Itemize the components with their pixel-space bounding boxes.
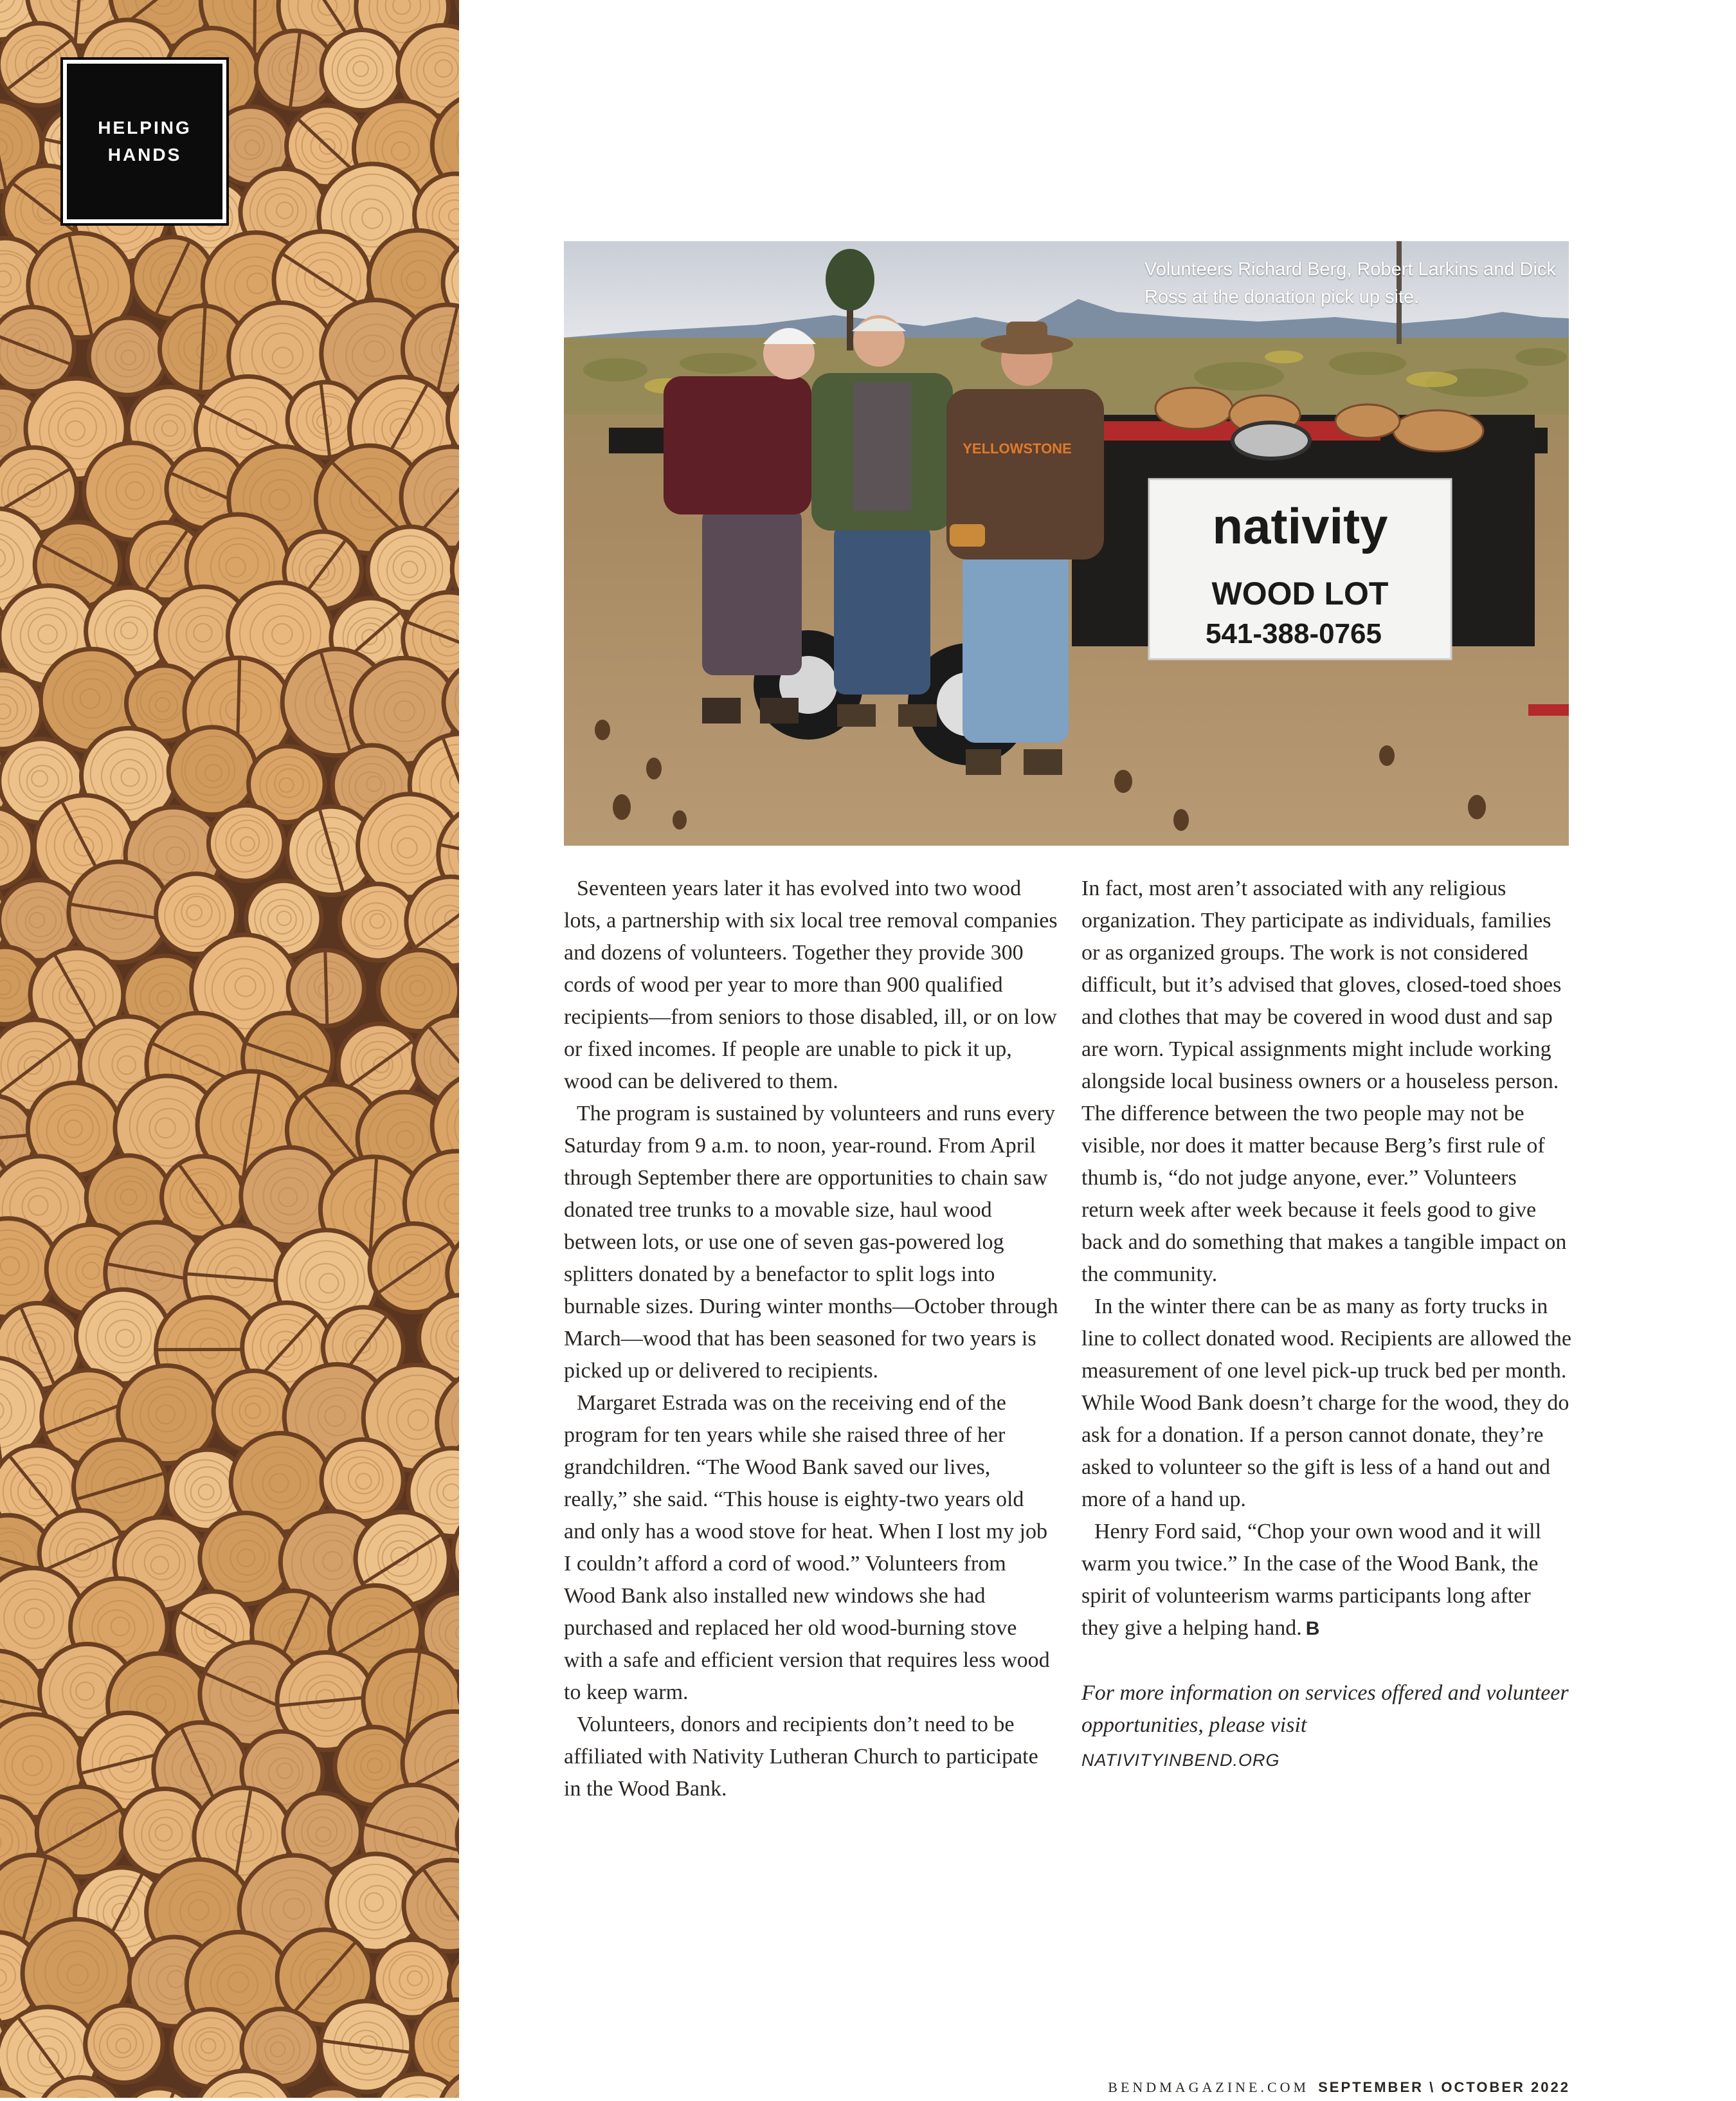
log-end <box>206 803 287 884</box>
paragraph: Seventeen years later it has evolved into two wood lots, a partnership with six local tree removal companies and dozens of volunteers. Together they provide 300 cords of wood per year to more than 900 qualified recipients—from seniors to those disabled, ill, or on low or fixed incomes. If people are unable to pick it up, wood can be delivered to them. <box>564 873 1059 1098</box>
sign-phone: 541-388-0765 <box>1206 618 1382 650</box>
shirt-text: YELLOWSTONE <box>963 441 1072 457</box>
sign-line: WOOD LOT <box>1212 576 1389 612</box>
volunteers-photo-image <box>564 241 1569 846</box>
volunteers-photo <box>564 241 1569 846</box>
section-tag-line2: HANDS <box>108 141 182 168</box>
section-tag <box>63 60 226 223</box>
closing-text: Henry Ford said, “Chop your own wood and it will warm you twice.” In the case of the Wood Bank, the spirit of volunteerism warms participants long after they give a helping hand. <box>1081 1520 1541 1640</box>
log-end <box>83 2003 165 2085</box>
article-column-right <box>1081 873 1573 1776</box>
more-info-link[interactable]: NATIVITYINBEND.ORG <box>1081 1744 1573 1776</box>
log-end <box>167 725 258 817</box>
firewood-panel <box>0 0 459 2098</box>
paragraph: Volunteers, donors and recipients don’t need to be affiliated with Nativity Lutheran Church to participate in the Wood Bank. <box>564 1709 1059 1805</box>
photo-caption: Volunteers Richard Berg, Robert Larkins and Dick Ross at the donation pick up site. <box>1144 256 1556 311</box>
sign-brand: nativity <box>1212 498 1388 554</box>
paragraph: The program is sustained by volunteers and runs every Saturday from 9 a.m. to noon, year-round. From April through September there are opportunities to chain saw donated tree trunks to a movable size, haul wood between lots, or use one of seven gas-powered log splitters donated by a benefactor to split logs into burnable sizes. During winter months—October through March—wood that has been seasoned for two years is picked up or delivered to recipients. <box>564 1098 1059 1387</box>
paragraph-closing <box>1081 1516 1573 1645</box>
paragraph: In the winter there can be as many as forty trucks in line to collect donated wood. Recipients are allowed the measurement of one level pick-up truck bed per month. While Wood Bank doesn’t charge for the wood, they do ask for a donation. If a person cannot donate, they’re asked to volunteer so the gift is less of a hand out and more of a hand up. <box>1081 1291 1573 1516</box>
paragraph: Margaret Estrada was on the receiving end of the program for ten years while she raised three of her grandchildren. “The Wood Bank saved our lives, really,” she said. “This house is eighty-two years old and only has a wood stove for heat. When I lost my job I couldn’t afford a cord of wood.” Volunteers from Wood Bank also installed new windows she had purchased and replaced her old wood-burning stove with a safe and efficient version that requires less wood to keep warm. <box>564 1387 1059 1709</box>
footer-site[interactable]: BENDMAGAZINE.COM <box>1108 2079 1309 2095</box>
more-info <box>1081 1677 1573 1776</box>
footer-issue: SEPTEMBER \ OCTOBER 2022 <box>1318 2079 1570 2095</box>
section-tag-line1: HELPING <box>98 114 191 141</box>
paragraph: In fact, most aren’t associated with any religious organization. They participate as individuals, families or as organized groups. The work is not considered difficult, but it’s advised that gloves, closed-toed shoes and clothes that may be covered in wood dust and sap are worn. Typical assignments might include working alongside local business owners or a houseless person. The difference between the two people may not be visible, nor does it matter because Berg’s first rule of thumb is, “do not judge anyone, ever.” Volunteers return week after week because it feels good to give back and do something that makes a tangible impact on the community. <box>1081 873 1573 1291</box>
end-mark: B <box>1306 1618 1318 1639</box>
more-info-text: For more information on services offered and volunteer opportunities, please visit <box>1081 1681 1569 1737</box>
article-column-left <box>564 873 1059 1805</box>
firewood-image <box>0 0 459 2098</box>
